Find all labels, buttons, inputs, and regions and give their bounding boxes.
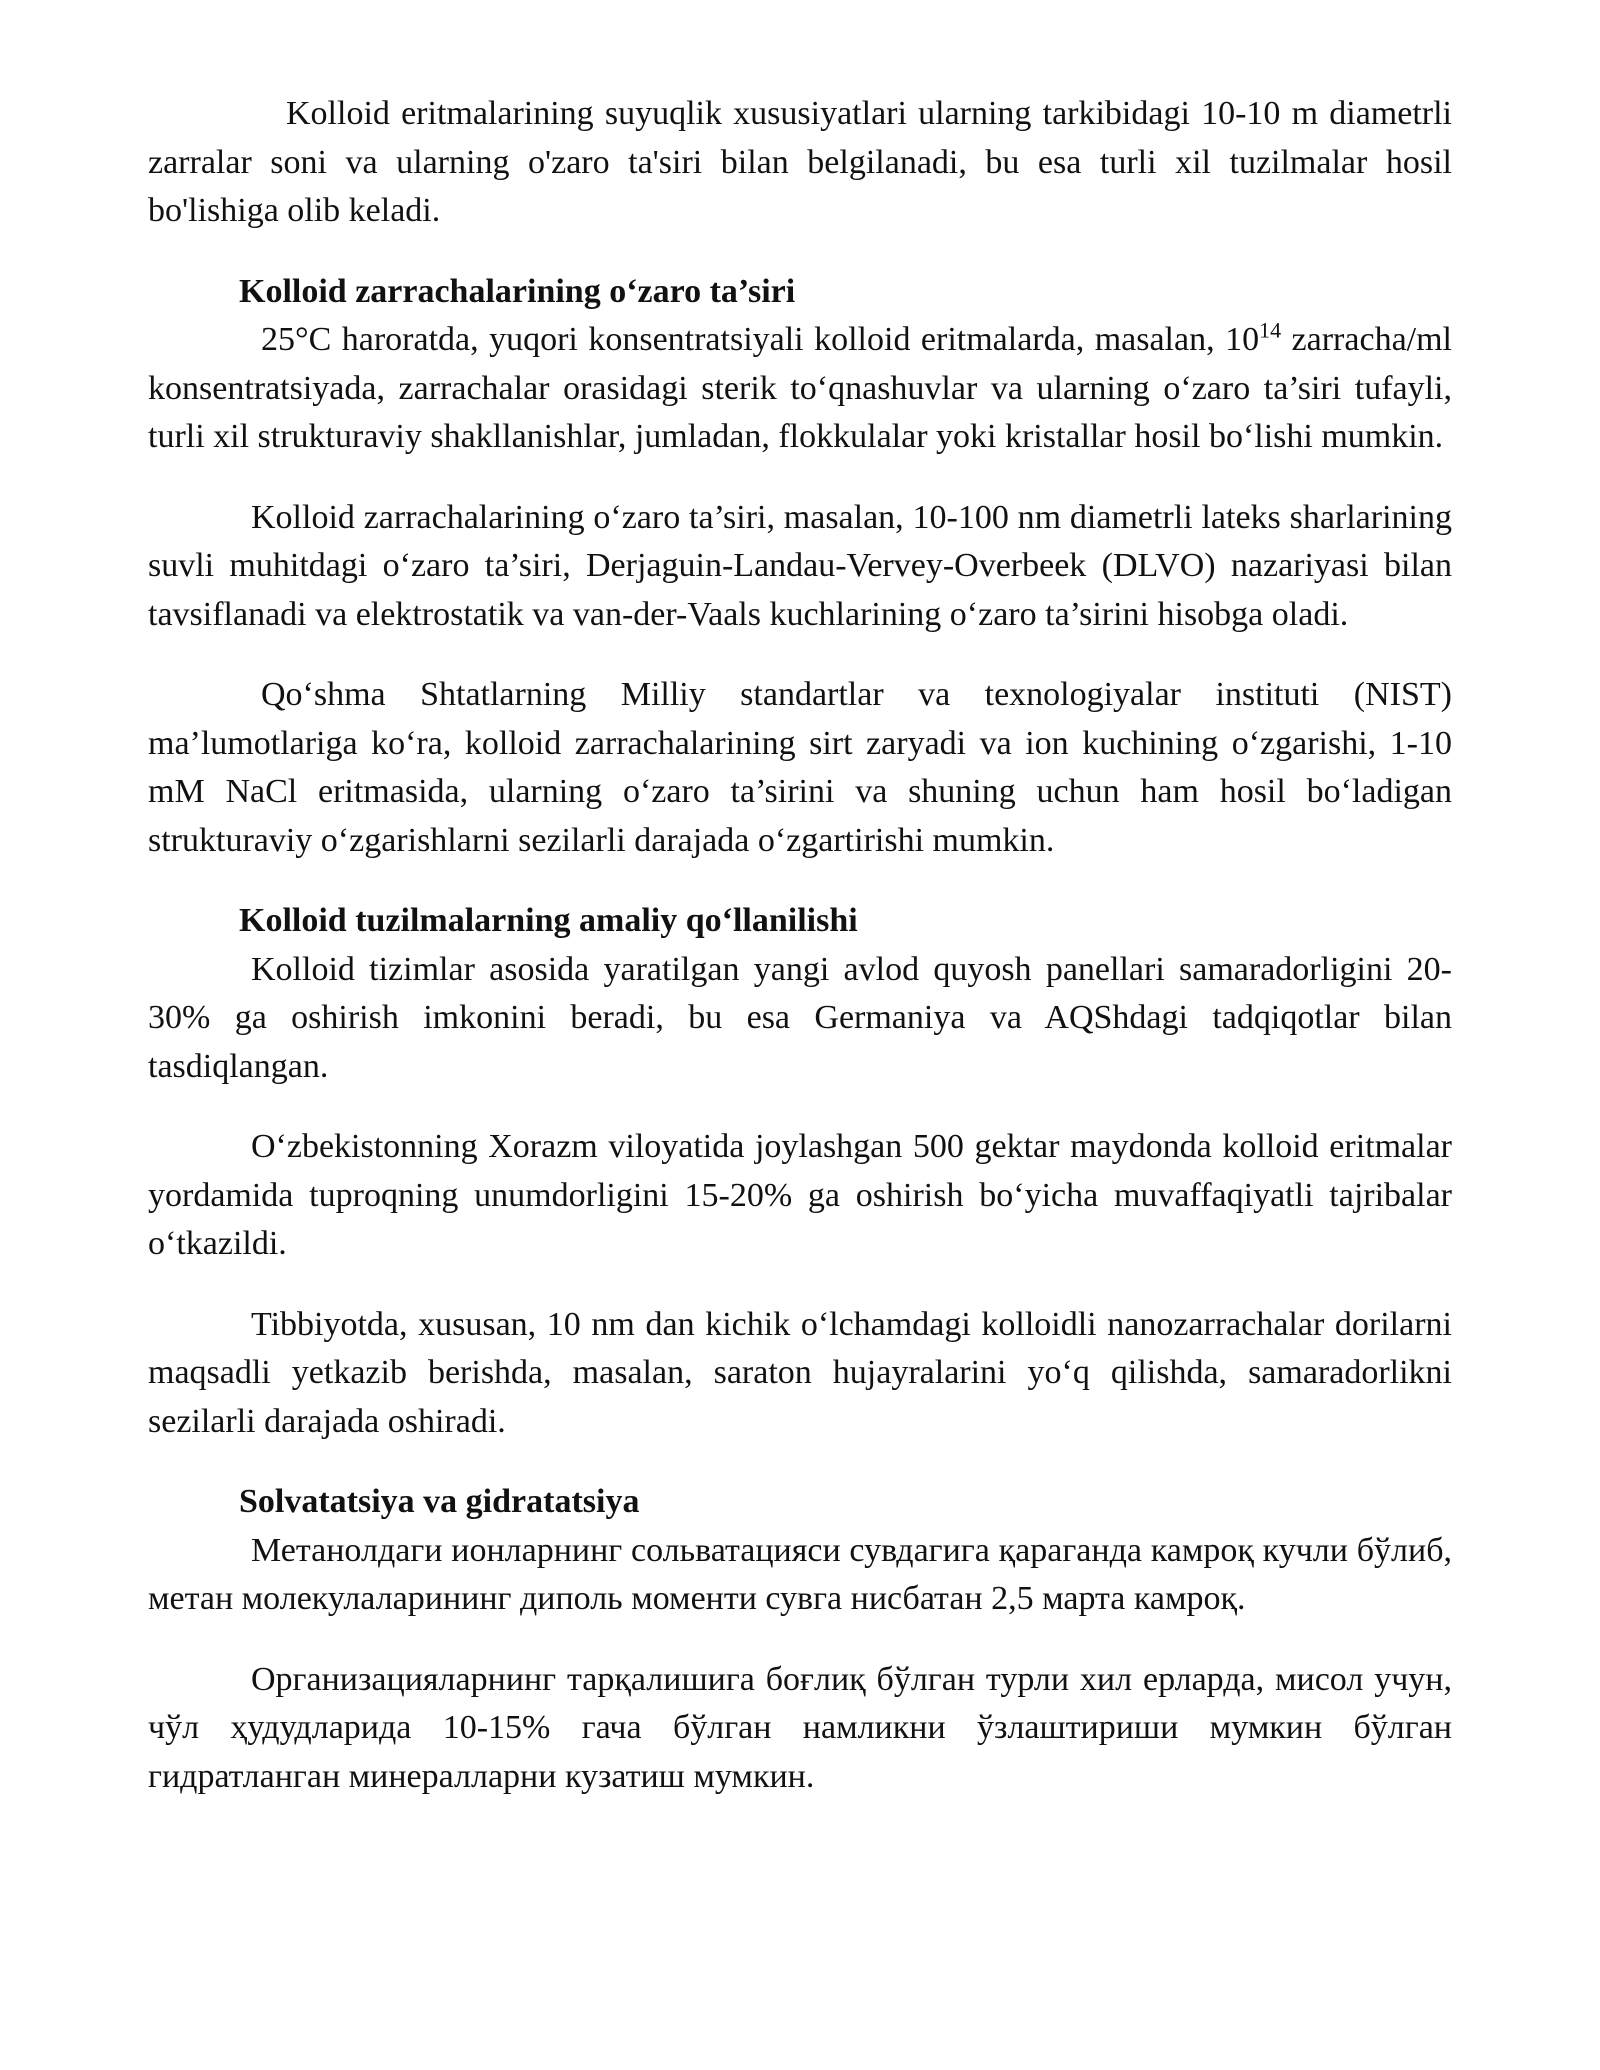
section-heading-solvation: Solvatatsiya va gidratatsiya [239,1483,640,1520]
document-page [148,90,1452,1801]
exponent-superscript: 14 [1259,317,1282,343]
section-heading-applications: Kolloid tuzilmalarning amaliy qo‘llanilishi [239,902,858,939]
paragraph-dlvo: Kolloid zarrachalarining o‘zaro ta’siri, masalan, 10-100 nm diametrli lateks sharlarining suvli muhitdagi o‘zaro ta’siri, Derjaguin-Landau-Vervey-Overbeek (DLVO) nazariyasi bilan tavsiflanadi va elektrostatik va van-der-Vaals kuchlarining o‘zaro ta’sirini hisobga oladi. [148,498,1452,633]
paragraph-nist: Qo‘shma Shtatlarning Milliy standartlar va texnologiyalar instituti (NIST) ma’lumotlariga ko‘ra, kolloid zarrachalarining sirt zaryadi va ion kuchining o‘zgarishi, 1-10 mM NaCl eritmasida, ularning o‘zaro ta’sirini va shuning uchun ham hosil bo‘ladigan strukturaviy o‘zgarishlarni sezilarli darajada o‘zgartirishi mumkin. [148,676,1452,859]
paragraph-medicine: Tibbiyotda, xususan, 10 nm dan kichik o‘lchamdagi kolloidli nanozarrachalar dorilarni maqsadli yetkazib berishda, masalan, saraton hujayralarini yo‘q qilishda, samaradorlikni sezilarli darajada oshiradi. [148,1305,1452,1440]
paragraph-khorezm: O‘zbekistonning Xorazm viloyatida joylashgan 500 gektar maydonda kolloid eritmalar yordamida tuproqning unumdorligini 15-20% ga oshirish bo‘yicha muvaffaqiyatli tajribalar o‘tkazildi. [148,1128,1452,1262]
paragraph-solar-panels: Kolloid tizimlar asosida yaratilgan yangi avlod quyosh panellari samaradorligini 20-30% ga oshirish imkonini beradi, bu esa Germaniya va AQShdagi tadqiqotlar bilan tasdiqlangan. [148,950,1452,1085]
intro-paragraph: Kolloid eritmalarining suyuqlik xususiyatlari ularning tarkibidagi 10-10 m diametrli zarralar soni va ularning o'zaro ta'siri bilan belgilanadi, bu esa turli xil tuzilmalar hosil bo'lishiga olib keladi. [148,95,1452,229]
section-heading-colloid-interaction: Kolloid zarrachalarining o‘zaro ta’siri [239,272,796,310]
paragraph-minerals: Организацияларнинг тарқалишига боғлиқ бўлган турли хил ерларда, мисол учун, чўл ҳудудларида 10-15% гача бўлган намликни ўзлаштириши мумкин бўлган гидратланган минералларни кузатиш мумкин. [148,1660,1452,1795]
paragraph-concentration-text-end: zarracha/ml konsentratsiyada, zarrachalar orasidagi sterik to‘qnashuvlar va ularning o‘zaro ta’siri tufayli, turli xil strukturaviy shakllanishlar, jumladan, flokkulalar yoki kristallar hosil bo‘lishi mumkin. [148,321,1452,455]
paragraph-methanol: Метанолдаги ионларнинг сольватацияси сувдагига қараганда камроқ кучли бўлиб, метан молекулаларининг диполь моменти сувга нисбатан 2,5 марта камроқ. [148,1531,1452,1617]
paragraph-concentration-text-start: 25°C haroratda, yuqori konsentratsiyali kolloid eritmalarda, masalan, 10 [261,321,1260,358]
paragraph-concentration [148,316,1452,462]
